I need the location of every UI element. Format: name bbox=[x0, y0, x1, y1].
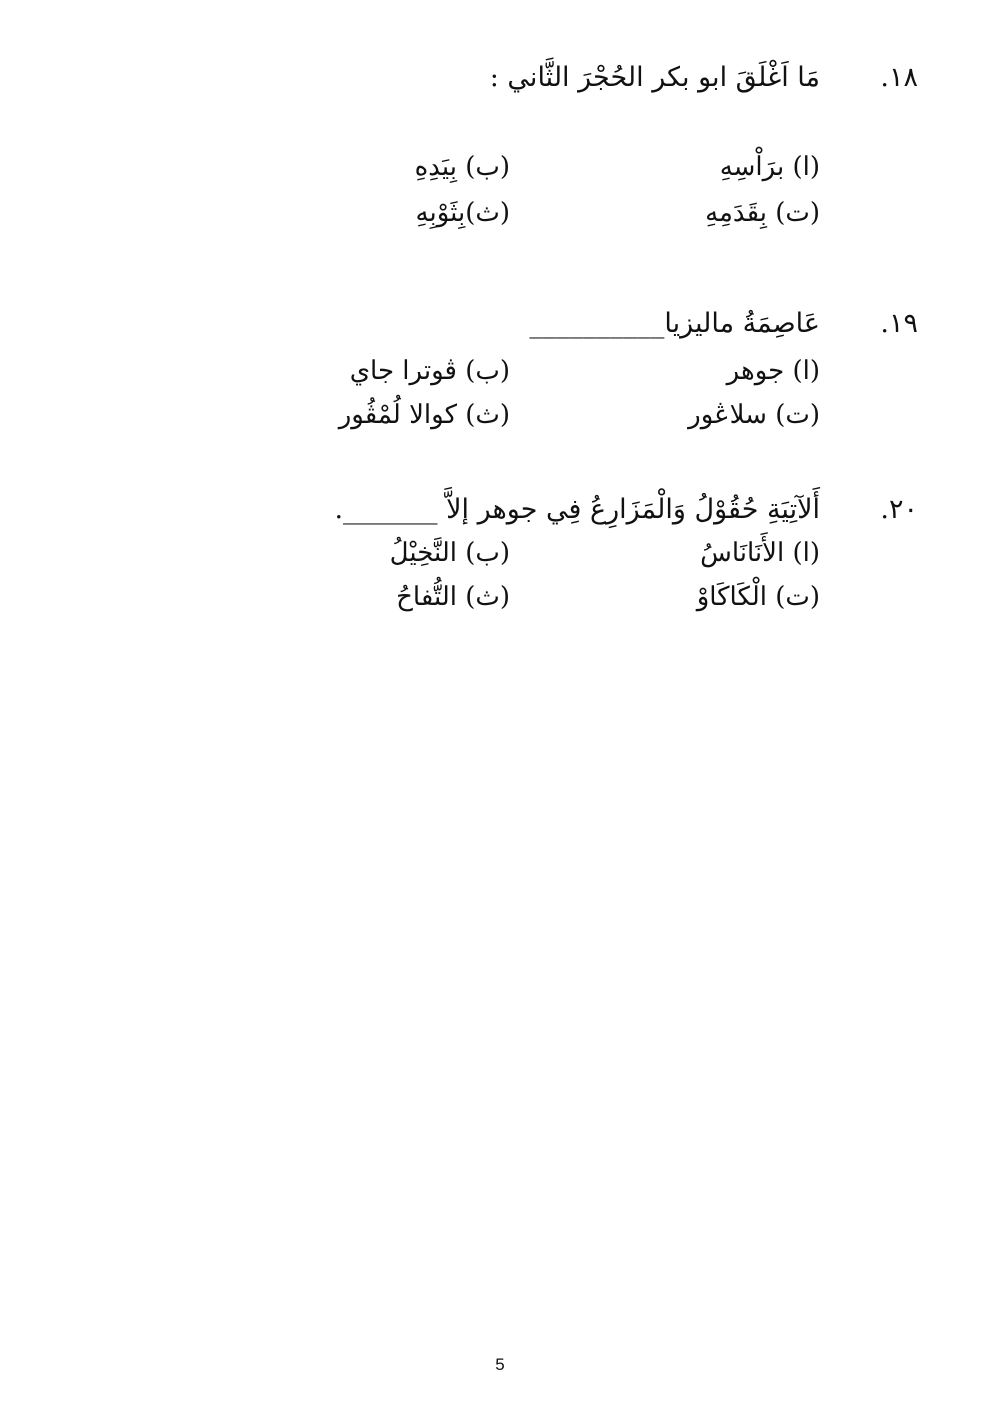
answer-blank: __________ bbox=[529, 308, 665, 339]
option-b: (ب) ڤوترا جاي bbox=[349, 356, 510, 386]
question-number: ١٨. bbox=[880, 62, 918, 93]
question-text bbox=[334, 494, 820, 525]
question-number: ١٩. bbox=[880, 308, 918, 339]
option-d: (ث)بِثَوْبِهِ bbox=[415, 198, 510, 228]
question-stem: أَلآتِيَةِ حُقُوْلُ وَالْمَزَارِعُ فِي جوهر إلاَّ bbox=[446, 494, 820, 525]
question-stem: عَاصِمَةُ ماليزيا bbox=[664, 308, 820, 339]
option-b: (ب) بِيَدِهِ bbox=[414, 152, 510, 182]
option-b: (ب) النَّخِيْلُ bbox=[389, 538, 510, 568]
option-a: (ا) جوهر bbox=[726, 356, 820, 386]
question-text bbox=[529, 308, 820, 339]
option-a: (ا) الأَنَانَاسُ bbox=[700, 538, 820, 568]
option-c: (ت) سلاڠور bbox=[688, 400, 820, 430]
question-text: مَا اَغْلَقَ ابو بكر الحُجْرَ الثَّاني : bbox=[489, 62, 820, 93]
option-c: (ت) الْكَاكَاوْ bbox=[696, 582, 820, 612]
option-a: (ا) برَاْسِهِ bbox=[719, 152, 820, 182]
option-d: (ث) كوالا لُمْڤُور bbox=[338, 400, 510, 430]
answer-blank: _______ bbox=[343, 494, 438, 525]
question-end-punctuation: . bbox=[334, 494, 344, 525]
page-number: 5 bbox=[495, 1355, 505, 1374]
option-c: (ت) بِقَدَمِهِ bbox=[705, 198, 820, 228]
question-number: ٢٠. bbox=[880, 494, 918, 525]
option-d: (ث) التُّفاحُ bbox=[396, 582, 510, 612]
